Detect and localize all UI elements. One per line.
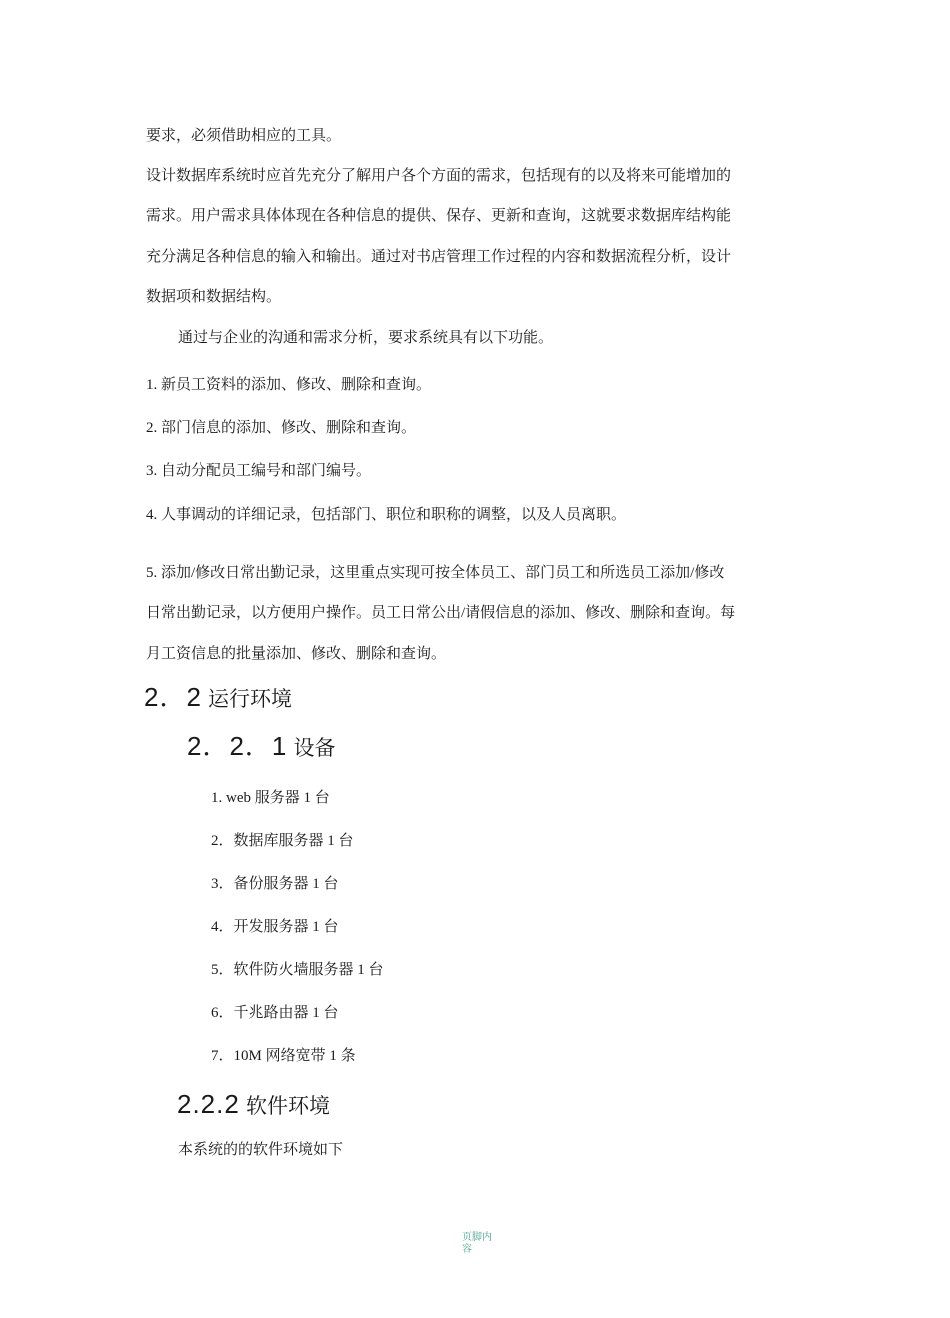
section-heading — [144, 683, 292, 713]
function-item: 5. 添加/修改日常出勤记录，这里重点实现可按全体员工、部门员工和所选员工添加/修改 — [146, 565, 725, 581]
footer-line: 容 — [462, 1244, 472, 1255]
subsection-heading — [177, 1090, 330, 1120]
function-item: 1. 新员工资料的添加、修改、删除和查询。 — [146, 377, 432, 393]
function-item-continuation: 月工资信息的批量添加、修改、删除和查询。 — [146, 646, 447, 662]
device-item: 3．备份服务器 1 台 — [211, 876, 339, 892]
paragraph-line: 本系统的的软件环境如下 — [178, 1142, 344, 1158]
function-item: 2. 部门信息的添加、修改、删除和查询。 — [146, 420, 417, 436]
function-item: 3. 自动分配员工编号和部门编号。 — [146, 463, 372, 479]
paragraph-line: 需求。用户需求具体体现在各种信息的提供、保存、更新和查询，这就要求数据库结构能 — [146, 208, 732, 224]
section-number: 2．2 — [144, 682, 202, 712]
paragraph-line: 设计数据库系统时应首先充分了解用户各个方面的需求，包括现有的以及将来可能增加的 — [146, 168, 732, 184]
section-title: 运行环境 — [208, 687, 293, 711]
device-item: 2．数据库服务器 1 台 — [211, 833, 354, 849]
section-title: 软件环境 — [245, 1094, 330, 1118]
device-item: 6．千兆路由器 1 台 — [211, 1005, 339, 1021]
device-item: 1. web 服务器 1 台 — [211, 790, 330, 806]
footer-line: 页脚内 — [462, 1232, 492, 1243]
page-footer — [462, 1232, 496, 1256]
section-number: 2．2．1 — [187, 731, 288, 761]
paragraph-line: 通过与企业的沟通和需求分析，要求系统具有以下功能。 — [178, 330, 554, 346]
function-item-continuation: 日常出勤记录，以方便用户操作。员工日常公出/请假信息的添加、修改、删除和查询。每 — [146, 605, 736, 621]
paragraph-line: 要求，必须借助相应的工具。 — [146, 128, 342, 144]
subsection-heading — [187, 732, 336, 762]
device-item: 5．软件防火墙服务器 1 台 — [211, 962, 384, 978]
device-item: 4．开发服务器 1 台 — [211, 919, 339, 935]
paragraph-line: 数据项和数据结构。 — [146, 289, 282, 305]
section-number: 2.2.2 — [177, 1089, 240, 1119]
function-item: 4. 人事调动的详细记录，包括部门、职位和职称的调整，以及人员离职。 — [146, 507, 627, 523]
device-item: 7．10M 网络宽带 1 条 — [211, 1048, 356, 1064]
section-title: 设备 — [293, 736, 336, 760]
paragraph-line: 充分满足各种信息的输入和输出。通过对书店管理工作过程的内容和数据流程分析，设计 — [146, 249, 732, 265]
